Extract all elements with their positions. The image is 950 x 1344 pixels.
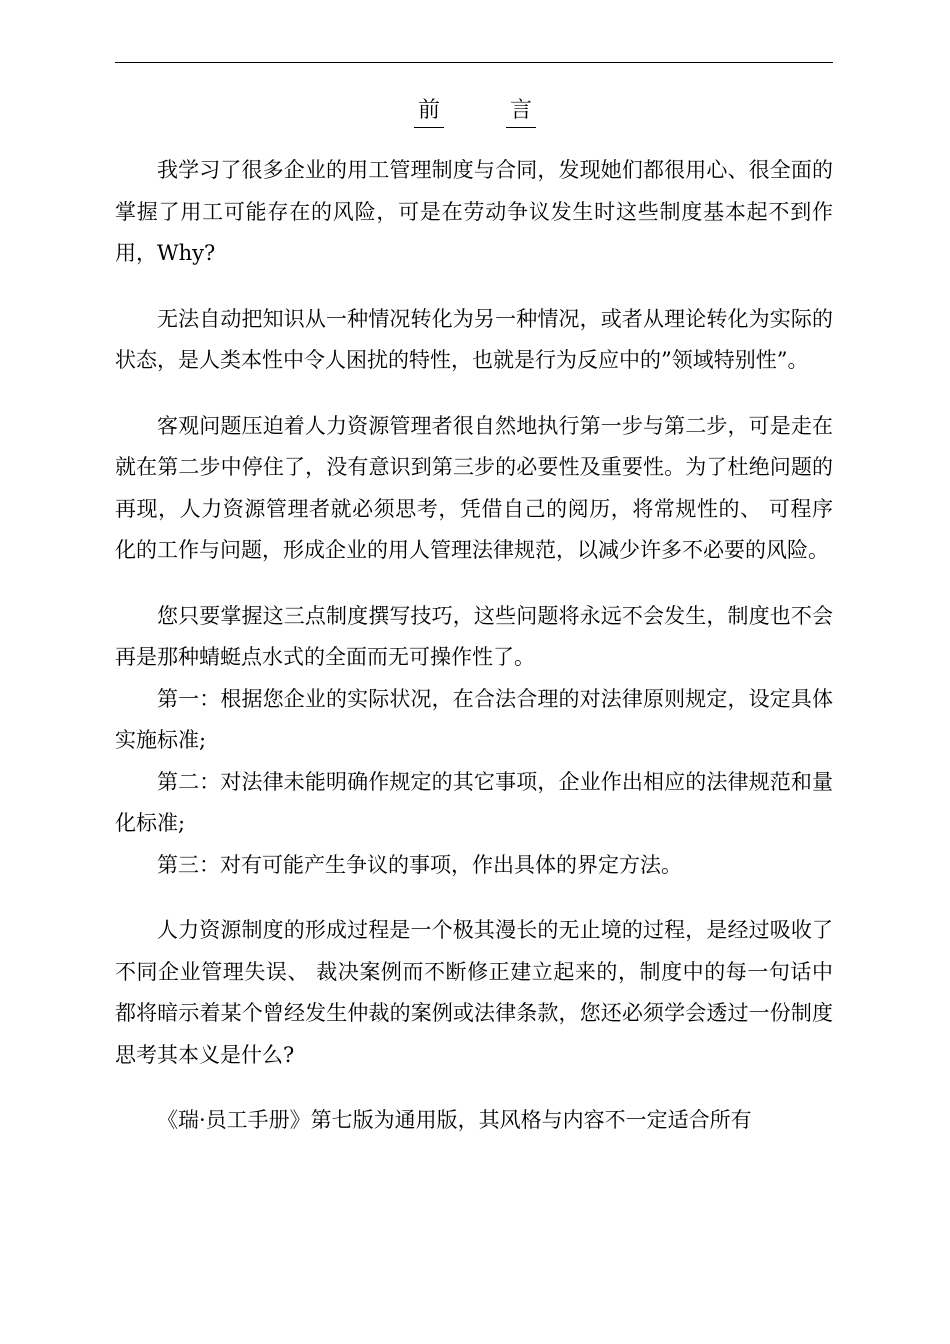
body-text: [115, 150, 833, 1142]
paragraph-5: 人力资源制度的形成过程是一个极其漫长的无止境的过程，是经过吸收了不同企业管理失误、 裁决案例而不断修正建立起来的，制度中的每一句话中都将暗示着某个曾经发生仲裁的案例或法律条款，您还必须学会透过一份制度思考其本义是什么?: [115, 918, 833, 1067]
paragraph-3: 客观问题压迫着人力资源管理者很自然地执行第一步与第二步，可是走在就在第二步中停住了，没有意识到第三步的必要性及重要性。为了杜绝问题的再现，人力资源管理者就必须思考，凭借自己的阅历，将常规性的、 可程序化的工作与问题，形成企业的用人管理法律规范，以减少许多不必要的风险。: [115, 413, 833, 562]
list-item-3: 第三：对有可能产生争议的事项，作出具体的界定方法。: [157, 852, 682, 877]
list-item-2: 第二：对法律未能明确作规定的其它事项，企业作出相应的法律规范和量化标准;: [115, 769, 833, 835]
title-char-1: 前: [414, 96, 444, 128]
title-char-2: 言: [506, 96, 536, 128]
page-title: [0, 96, 950, 128]
paragraph-4: 您只要掌握这三点制度撰写技巧，这些问题将永远不会发生，制度也不会再是那种蜻蜓点水式的全面而无可操作性了。: [115, 603, 833, 669]
header-rule: [115, 62, 833, 63]
list-item-1: 第一：根据您企业的实际状况，在合法合理的对法律原则规定，设定具体实施标准;: [115, 686, 833, 752]
paragraph-2: 无法自动把知识从一种情况转化为另一种情况，或者从理论转化为实际的状态，是人类本性中令人困扰的特性，也就是行为反应中的”领域特别性”。: [115, 306, 833, 372]
paragraph-6: 《瑞·员工手册》第七版为通用版，其风格与内容不一定适合所有: [157, 1108, 752, 1132]
paragraph-1: 我学习了很多企业的用工管理制度与合同，发现她们都很用心、很全面的掌握了用工可能存在的风险，可是在劳动争议发生时这些制度基本起不到作用，Why?: [115, 158, 833, 265]
